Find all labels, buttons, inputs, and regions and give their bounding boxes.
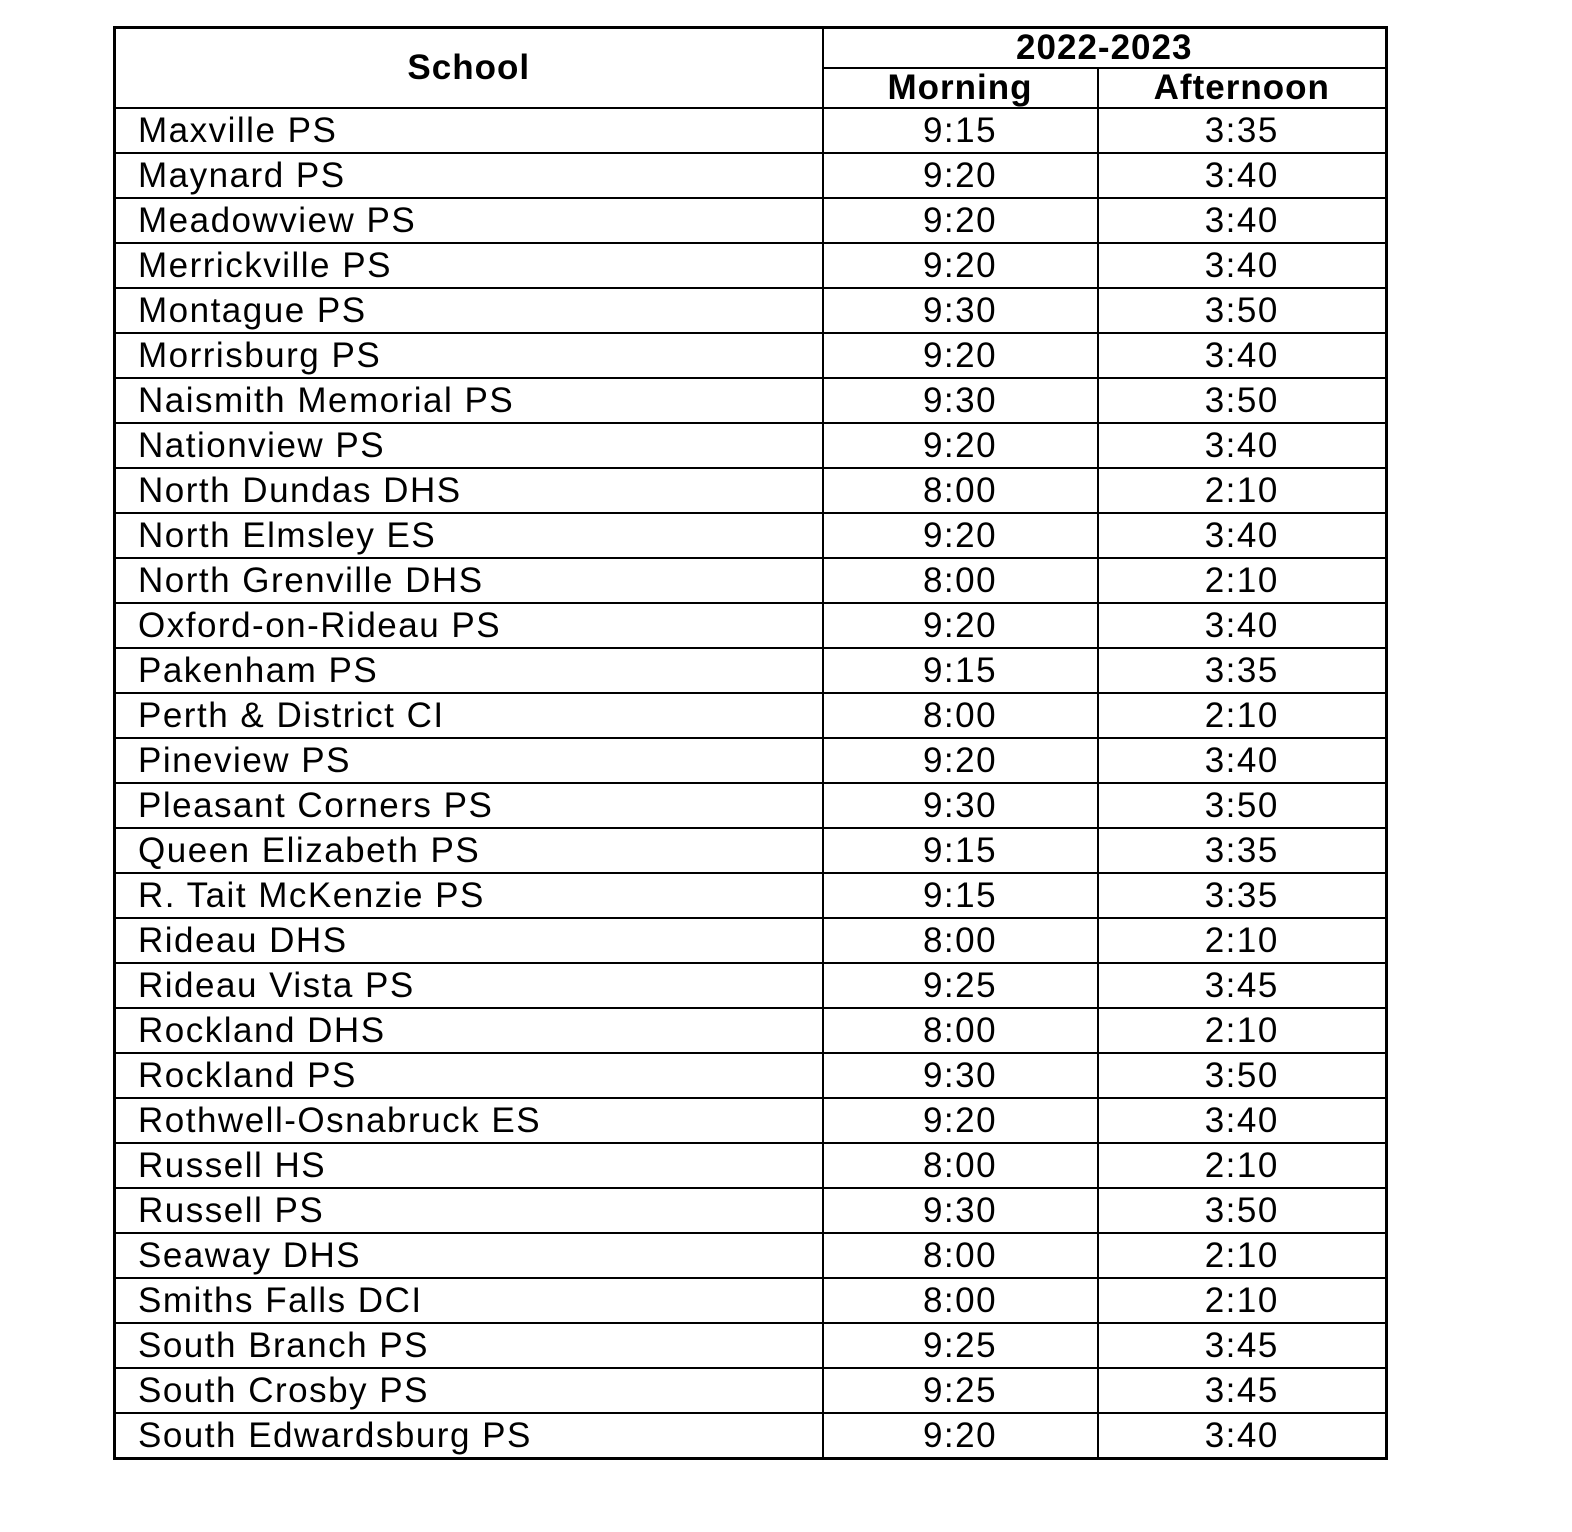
afternoon-time-cell: 3:40 — [1098, 513, 1387, 558]
school-name-cell: North Dundas DHS — [115, 468, 823, 513]
school-year-header: 2022-2023 — [823, 28, 1387, 69]
school-name-cell: Meadowview PS — [115, 198, 823, 243]
table-row — [115, 648, 1387, 693]
afternoon-time-cell: 3:40 — [1098, 423, 1387, 468]
table-header — [115, 28, 1387, 109]
table-body — [115, 108, 1387, 1459]
afternoon-time-cell: 3:40 — [1098, 198, 1387, 243]
morning-time-cell: 9:30 — [823, 783, 1098, 828]
afternoon-time-cell: 3:35 — [1098, 648, 1387, 693]
afternoon-time-cell: 3:45 — [1098, 963, 1387, 1008]
morning-time-cell: 9:20 — [823, 198, 1098, 243]
school-name-cell: Pakenham PS — [115, 648, 823, 693]
school-name-cell: South Crosby PS — [115, 1368, 823, 1413]
morning-time-cell: 9:20 — [823, 738, 1098, 783]
school-bell-times-table — [113, 26, 1388, 1460]
afternoon-column-header: Afternoon — [1098, 68, 1387, 108]
school-name-cell: Pleasant Corners PS — [115, 783, 823, 828]
school-name-cell: Pineview PS — [115, 738, 823, 783]
table-row — [115, 693, 1387, 738]
school-name-cell: Queen Elizabeth PS — [115, 828, 823, 873]
afternoon-time-cell: 3:45 — [1098, 1368, 1387, 1413]
afternoon-time-cell: 2:10 — [1098, 1233, 1387, 1278]
table-row — [115, 288, 1387, 333]
afternoon-time-cell: 2:10 — [1098, 1278, 1387, 1323]
afternoon-time-cell: 3:40 — [1098, 603, 1387, 648]
afternoon-time-cell: 3:40 — [1098, 738, 1387, 783]
school-name-cell: Rockland PS — [115, 1053, 823, 1098]
afternoon-time-cell: 3:50 — [1098, 1188, 1387, 1233]
morning-time-cell: 9:30 — [823, 378, 1098, 423]
morning-time-cell: 9:25 — [823, 963, 1098, 1008]
school-name-cell: Nationview PS — [115, 423, 823, 468]
afternoon-time-cell: 3:40 — [1098, 333, 1387, 378]
table-row — [115, 1143, 1387, 1188]
school-name-cell: Russell PS — [115, 1188, 823, 1233]
table-row — [115, 243, 1387, 288]
school-name-cell: Maynard PS — [115, 153, 823, 198]
school-column-header: School — [115, 28, 823, 109]
afternoon-time-cell: 2:10 — [1098, 558, 1387, 603]
morning-time-cell: 9:20 — [823, 603, 1098, 648]
school-name-cell: North Elmsley ES — [115, 513, 823, 558]
table-row — [115, 963, 1387, 1008]
table-row — [115, 1233, 1387, 1278]
table-row — [115, 1098, 1387, 1143]
header-row-top — [115, 28, 1387, 69]
school-name-cell: Rideau DHS — [115, 918, 823, 963]
morning-time-cell: 8:00 — [823, 1233, 1098, 1278]
afternoon-time-cell: 3:40 — [1098, 1413, 1387, 1459]
school-name-cell: South Edwardsburg PS — [115, 1413, 823, 1459]
table-row — [115, 423, 1387, 468]
afternoon-time-cell: 3:40 — [1098, 243, 1387, 288]
school-name-cell: Seaway DHS — [115, 1233, 823, 1278]
school-name-cell: Smiths Falls DCI — [115, 1278, 823, 1323]
morning-time-cell: 9:20 — [823, 333, 1098, 378]
school-name-cell: Merrickville PS — [115, 243, 823, 288]
morning-time-cell: 9:25 — [823, 1368, 1098, 1413]
school-name-cell: Russell HS — [115, 1143, 823, 1188]
morning-time-cell: 8:00 — [823, 1278, 1098, 1323]
school-name-cell: Morrisburg PS — [115, 333, 823, 378]
morning-time-cell: 9:30 — [823, 288, 1098, 333]
table-row — [115, 1278, 1387, 1323]
morning-time-cell: 8:00 — [823, 918, 1098, 963]
morning-time-cell: 8:00 — [823, 468, 1098, 513]
table-row — [115, 153, 1387, 198]
afternoon-time-cell: 3:50 — [1098, 288, 1387, 333]
table-row — [115, 828, 1387, 873]
morning-time-cell: 9:20 — [823, 243, 1098, 288]
school-name-cell: North Grenville DHS — [115, 558, 823, 603]
table-row — [115, 1368, 1387, 1413]
morning-time-cell: 9:30 — [823, 1053, 1098, 1098]
afternoon-time-cell: 2:10 — [1098, 918, 1387, 963]
school-name-cell: Rothwell-Osnabruck ES — [115, 1098, 823, 1143]
morning-time-cell: 9:30 — [823, 1188, 1098, 1233]
table-row — [115, 1008, 1387, 1053]
school-name-cell: Perth & District CI — [115, 693, 823, 738]
afternoon-time-cell: 3:50 — [1098, 378, 1387, 423]
morning-time-cell: 9:20 — [823, 153, 1098, 198]
table-row — [115, 918, 1387, 963]
table-row — [115, 603, 1387, 648]
afternoon-time-cell: 2:10 — [1098, 1008, 1387, 1053]
morning-time-cell: 9:25 — [823, 1323, 1098, 1368]
table-row — [115, 378, 1387, 423]
afternoon-time-cell: 2:10 — [1098, 468, 1387, 513]
morning-time-cell: 9:15 — [823, 648, 1098, 693]
morning-time-cell: 9:20 — [823, 1413, 1098, 1459]
table-row — [115, 333, 1387, 378]
morning-time-cell: 9:15 — [823, 873, 1098, 918]
afternoon-time-cell: 2:10 — [1098, 1143, 1387, 1188]
table-row — [115, 468, 1387, 513]
table-row — [115, 738, 1387, 783]
school-name-cell: Montague PS — [115, 288, 823, 333]
afternoon-time-cell: 3:50 — [1098, 1053, 1387, 1098]
school-name-cell: Rockland DHS — [115, 1008, 823, 1053]
morning-time-cell: 9:20 — [823, 1098, 1098, 1143]
afternoon-time-cell: 3:35 — [1098, 873, 1387, 918]
morning-time-cell: 8:00 — [823, 693, 1098, 738]
afternoon-time-cell: 3:50 — [1098, 783, 1387, 828]
afternoon-time-cell: 2:10 — [1098, 693, 1387, 738]
morning-time-cell: 8:00 — [823, 1143, 1098, 1188]
morning-time-cell: 8:00 — [823, 1008, 1098, 1053]
table-row — [115, 513, 1387, 558]
afternoon-time-cell: 3:45 — [1098, 1323, 1387, 1368]
morning-column-header: Morning — [823, 68, 1098, 108]
table-row — [115, 783, 1387, 828]
table-row — [115, 558, 1387, 603]
afternoon-time-cell: 3:35 — [1098, 108, 1387, 153]
afternoon-time-cell: 3:40 — [1098, 153, 1387, 198]
table-row — [115, 108, 1387, 153]
table-row — [115, 198, 1387, 243]
afternoon-time-cell: 3:35 — [1098, 828, 1387, 873]
table-row — [115, 1188, 1387, 1233]
table-row — [115, 873, 1387, 918]
afternoon-time-cell: 3:40 — [1098, 1098, 1387, 1143]
morning-time-cell: 9:20 — [823, 513, 1098, 558]
morning-time-cell: 9:20 — [823, 423, 1098, 468]
table-row — [115, 1323, 1387, 1368]
school-name-cell: R. Tait McKenzie PS — [115, 873, 823, 918]
table-row — [115, 1413, 1387, 1459]
school-name-cell: Rideau Vista PS — [115, 963, 823, 1008]
morning-time-cell: 8:00 — [823, 558, 1098, 603]
table-row — [115, 1053, 1387, 1098]
school-name-cell: Oxford-on-Rideau PS — [115, 603, 823, 648]
school-name-cell: Naismith Memorial PS — [115, 378, 823, 423]
school-name-cell: Maxville PS — [115, 108, 823, 153]
morning-time-cell: 9:15 — [823, 108, 1098, 153]
morning-time-cell: 9:15 — [823, 828, 1098, 873]
school-name-cell: South Branch PS — [115, 1323, 823, 1368]
